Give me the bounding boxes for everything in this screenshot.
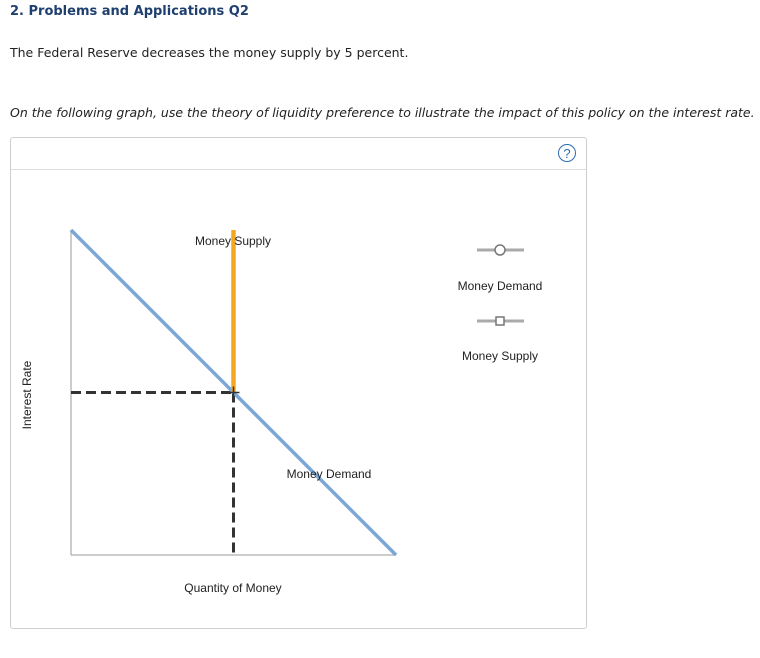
help-icon[interactable]: ?	[558, 144, 576, 162]
circle-marker-icon	[495, 245, 505, 255]
legend-money-supply[interactable]	[462, 317, 538, 363]
square-marker-icon	[496, 317, 504, 325]
legend-money-demand[interactable]	[458, 245, 543, 293]
question-prompt: The Federal Reserve decreases the money supply by 5 percent.	[10, 45, 409, 60]
question-heading: 2. Problems and Applications Q2	[10, 4, 249, 19]
legend-money-supply-label: Money Supply	[461, 349, 539, 363]
y-axis-label: Interest Rate	[20, 360, 34, 430]
graph-instruction: On the following graph, use the theory of liquidity preference to illustrate the impact of this policy on the interest rate.	[10, 105, 755, 120]
money-supply-curve-label: Money Supply	[194, 234, 272, 248]
x-axis-label: Quantity of Money	[184, 581, 282, 595]
liquidity-preference-graph[interactable]	[11, 138, 586, 628]
legend-money-demand-label: Money Demand	[457, 279, 543, 293]
money-demand-curve-label: Money Demand	[286, 467, 372, 481]
graph-panel	[10, 137, 587, 629]
